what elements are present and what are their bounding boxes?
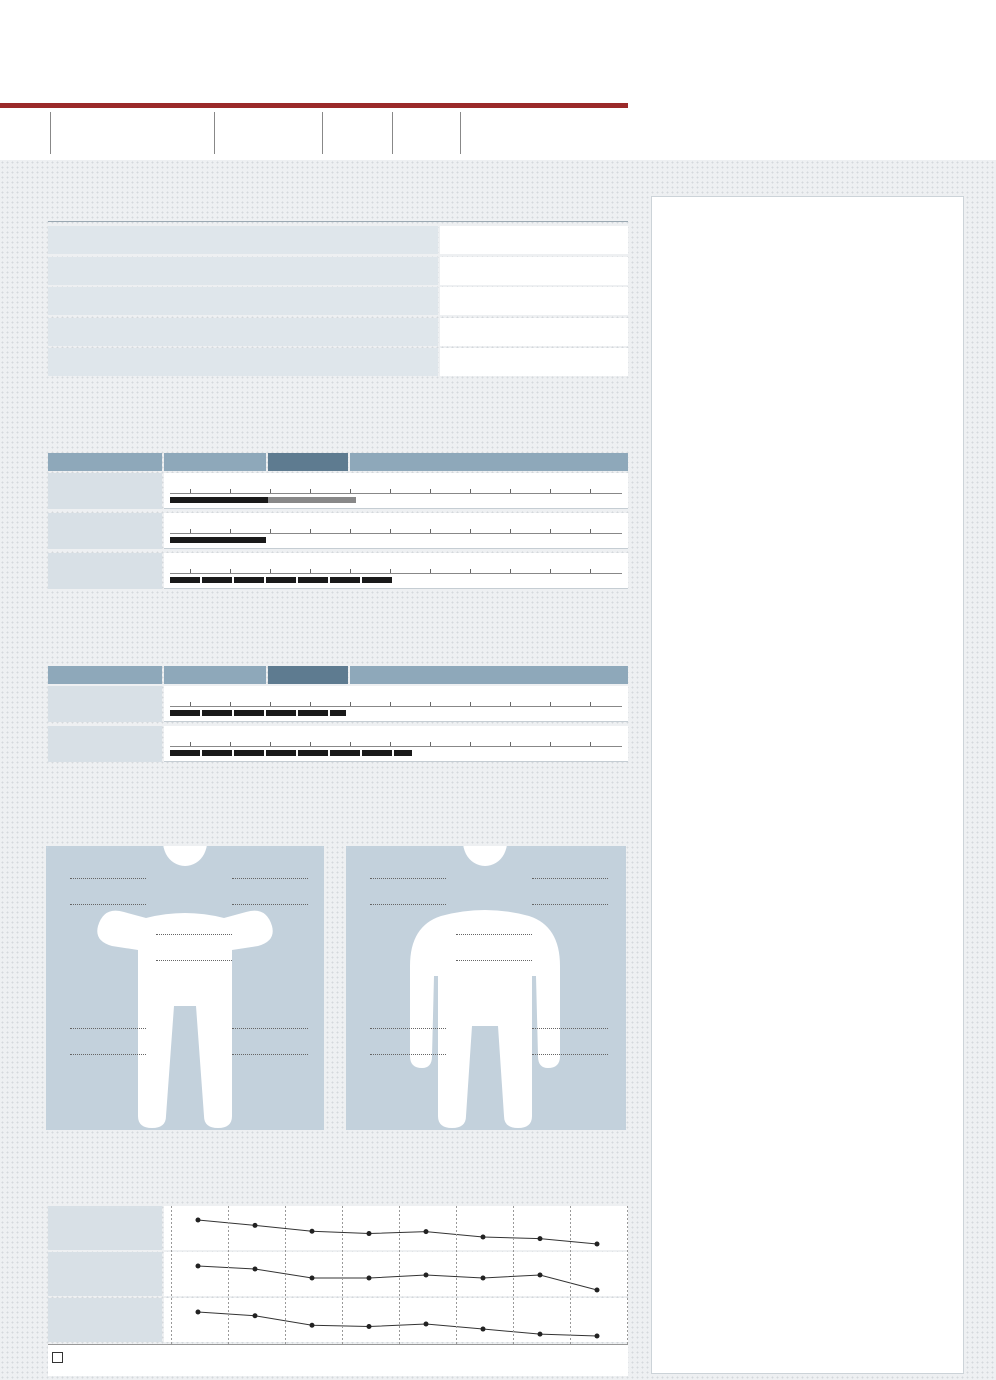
history-point xyxy=(367,1276,372,1281)
band-normal xyxy=(268,666,348,684)
field-divider xyxy=(214,112,215,154)
bar-fill xyxy=(170,537,266,543)
field-divider xyxy=(50,112,51,154)
history-divider xyxy=(399,1206,400,1346)
bar-fill xyxy=(170,497,356,503)
segment-kg xyxy=(456,934,532,935)
history-line xyxy=(164,1206,628,1252)
band-normal xyxy=(268,453,348,471)
segment-kg xyxy=(232,878,308,879)
results-panel xyxy=(651,196,964,1374)
history-point xyxy=(253,1313,258,1318)
bar-fill xyxy=(170,710,346,716)
history-point xyxy=(253,1267,258,1272)
history-line xyxy=(164,1252,628,1298)
history-point xyxy=(481,1327,486,1332)
history-divider xyxy=(285,1206,286,1346)
field-divider xyxy=(392,112,393,154)
segment-kg xyxy=(232,1028,308,1029)
history-point xyxy=(424,1229,429,1234)
composition-row xyxy=(48,318,438,346)
history-label-bg xyxy=(48,1252,162,1296)
history-point xyxy=(538,1332,543,1337)
bar-row-label-bg xyxy=(48,726,162,762)
id-block xyxy=(0,108,632,160)
history-divider xyxy=(513,1206,514,1346)
band-bajo xyxy=(164,453,266,471)
bar-row-bg xyxy=(164,553,628,589)
history-point xyxy=(310,1276,315,1281)
segment-pct xyxy=(232,904,308,905)
bar-baseline xyxy=(170,746,622,747)
composition-row xyxy=(48,287,438,315)
lean_seg-silhouette xyxy=(46,846,324,1130)
band-head xyxy=(48,666,162,684)
history-point xyxy=(595,1288,600,1293)
segment-kg xyxy=(370,878,446,879)
composition-row xyxy=(48,257,438,285)
history-divider xyxy=(228,1206,229,1346)
bar-baseline xyxy=(170,706,622,707)
bar-row-bg xyxy=(164,726,628,762)
bar-row-bg xyxy=(164,473,628,509)
history-point xyxy=(424,1273,429,1278)
composition-value-cell xyxy=(440,287,628,315)
history-divider xyxy=(627,1206,628,1346)
composition-value-cell xyxy=(440,226,628,254)
composition-value-cell xyxy=(440,318,628,346)
contact xyxy=(683,126,694,142)
field-divider xyxy=(460,112,461,154)
history-point xyxy=(538,1236,543,1241)
history-line xyxy=(164,1298,628,1344)
history-divider xyxy=(171,1206,172,1346)
composition-row xyxy=(48,226,438,254)
bar-baseline xyxy=(170,573,622,574)
bar-baseline xyxy=(170,533,622,534)
bar-row-bg xyxy=(164,513,628,549)
history-point xyxy=(196,1218,201,1223)
bar-row-label-bg xyxy=(48,686,162,722)
segment-pct xyxy=(370,1054,446,1055)
history-divider xyxy=(342,1206,343,1346)
history-point xyxy=(367,1324,372,1329)
history-point xyxy=(595,1242,600,1247)
history-point xyxy=(196,1310,201,1315)
history-footer xyxy=(48,1344,628,1376)
segment-pct xyxy=(532,1054,608,1055)
segment-kg xyxy=(532,1028,608,1029)
band-head xyxy=(48,453,162,471)
bar-baseline xyxy=(170,493,622,494)
segment-kg xyxy=(156,934,232,935)
bar-fill xyxy=(170,577,392,583)
history-point xyxy=(367,1231,372,1236)
composition-row xyxy=(48,348,438,376)
bar-row-label-bg xyxy=(48,513,162,549)
recent-checkbox[interactable] xyxy=(52,1352,63,1363)
bar-row-bg xyxy=(164,686,628,722)
segment-pct xyxy=(370,904,446,905)
field-divider xyxy=(322,112,323,154)
bar-fill xyxy=(170,750,412,756)
segment-pct xyxy=(232,1054,308,1055)
band-alto xyxy=(350,666,628,684)
history-point xyxy=(253,1223,258,1228)
history-point xyxy=(481,1235,486,1240)
band-bajo xyxy=(164,666,266,684)
composition-value-cell xyxy=(440,257,628,285)
segment-pct xyxy=(156,960,232,961)
history-label-bg xyxy=(48,1298,162,1342)
segment-kg xyxy=(532,878,608,879)
segment-pct xyxy=(456,960,532,961)
segment-kg xyxy=(370,1028,446,1029)
segment-pct xyxy=(532,904,608,905)
bar-row-label-bg xyxy=(48,473,162,509)
history-divider xyxy=(570,1206,571,1346)
history-point xyxy=(424,1322,429,1327)
segment-kg xyxy=(70,1028,146,1029)
history-point xyxy=(538,1273,543,1278)
history-point xyxy=(481,1276,486,1281)
history-point xyxy=(595,1334,600,1339)
history-point xyxy=(310,1229,315,1234)
history-point xyxy=(196,1264,201,1269)
band-alto xyxy=(350,453,628,471)
bar-row-label-bg xyxy=(48,553,162,589)
history-divider xyxy=(456,1206,457,1346)
history-label-bg xyxy=(48,1206,162,1250)
segment-pct xyxy=(70,1054,146,1055)
composition-value-cell xyxy=(440,348,628,376)
history-point xyxy=(310,1323,315,1328)
fat_seg-silhouette xyxy=(346,846,624,1130)
segment-kg xyxy=(70,878,146,879)
segment-pct xyxy=(70,904,146,905)
